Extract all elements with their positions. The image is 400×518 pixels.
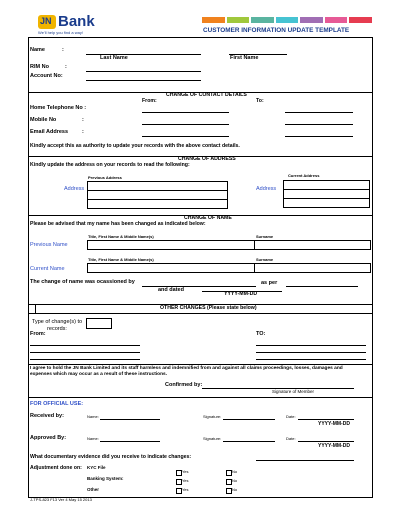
received-name-line[interactable] bbox=[100, 419, 160, 420]
first-name-caption: First Name bbox=[230, 55, 259, 61]
footer-code: J-TPS-823 F13 Ver 4 May 15 2013 bbox=[30, 497, 92, 502]
address-title: CHANGE OF ADDRESS bbox=[178, 156, 236, 162]
other-to-label: TO: bbox=[256, 331, 266, 337]
home-tel-label: Home Telephone No : bbox=[30, 105, 87, 111]
approved-signature-label: Signature: bbox=[203, 436, 222, 441]
approved-date-format: YYYY-MM-DD bbox=[318, 443, 350, 449]
contact-title: CHANGE OF CONTACT DETAILS bbox=[166, 92, 247, 98]
received-signature-line[interactable] bbox=[223, 419, 275, 420]
kyc-yes-label: Yes bbox=[182, 469, 189, 474]
previous-name-box[interactable] bbox=[87, 240, 371, 250]
stripe-segment bbox=[325, 17, 348, 23]
title-names-caption: Title, First Name & Middle Name(s) bbox=[88, 257, 154, 262]
bank-tagline: We'll help you find a way! bbox=[38, 30, 83, 35]
evidence-label: What documentary evidence did you receive to indicate changes: bbox=[30, 454, 192, 460]
email-from-line[interactable] bbox=[142, 136, 229, 137]
name-change-title: CHANGE OF NAME bbox=[184, 215, 232, 221]
other-title: OTHER CHANGES (Please state below) bbox=[160, 305, 257, 311]
other-from-label: From: bbox=[30, 331, 46, 337]
other-left-mark bbox=[35, 305, 36, 313]
stripe-segment bbox=[300, 17, 323, 23]
contact-from: From: bbox=[142, 98, 157, 104]
address-right-label: Address bbox=[256, 186, 277, 192]
received-date-format: YYYY-MM-DD bbox=[318, 421, 350, 427]
other-yes-label: Yes bbox=[182, 487, 189, 492]
current-address-line bbox=[284, 198, 369, 199]
type-of-change-text: Type of change(s) to records: bbox=[31, 319, 83, 332]
previous-address-caption: Previous Address bbox=[88, 175, 122, 180]
bank-name: Bank bbox=[58, 13, 95, 30]
official-rule bbox=[28, 397, 372, 398]
rim-line[interactable] bbox=[86, 71, 201, 72]
received-signature-label: Signature: bbox=[203, 414, 222, 419]
received-date-label: Date: bbox=[286, 414, 296, 419]
other-to-line[interactable] bbox=[256, 352, 366, 353]
name-change-advice: Please be advised that my name has been changed as indicated below: bbox=[30, 221, 206, 227]
occasioned-label: The change of name was ocassioned by bbox=[30, 279, 135, 285]
previous-name-label: Previous Name bbox=[30, 242, 68, 248]
banking-label: Banking System: bbox=[87, 476, 124, 481]
surname-caption: Surname bbox=[256, 234, 274, 239]
name-colon: : bbox=[62, 47, 64, 53]
approved-name-label: Name: bbox=[87, 436, 99, 441]
mobile-to-line[interactable] bbox=[285, 124, 353, 125]
name-divider bbox=[254, 264, 255, 272]
approved-date-label: Date: bbox=[286, 436, 296, 441]
other-from-line[interactable] bbox=[30, 352, 140, 353]
template-title: CUSTOMER INFORMATION UPDATE TEMPLATE bbox=[203, 27, 350, 34]
contact-to: To: bbox=[256, 98, 264, 104]
stripe-segment bbox=[202, 17, 225, 23]
address-left-label: Address bbox=[64, 186, 85, 192]
agreement-text-1: I agree to hold the JN Bank Limited and its staff harmless and indemnified from and against all claims proceedings, losses, damages and bbox=[30, 366, 343, 371]
received-label: Received by: bbox=[30, 413, 64, 419]
evidence-line[interactable] bbox=[256, 460, 354, 461]
adjustment-label: Adjustment done on: bbox=[30, 465, 82, 471]
agreement-text-2: expenses which may occur as a result of these instructions. bbox=[30, 372, 168, 377]
stripe-segment bbox=[227, 17, 250, 23]
last-name-caption: Last Name bbox=[100, 55, 128, 61]
name-divider bbox=[254, 241, 255, 249]
previous-address-line bbox=[88, 190, 227, 191]
stripe-segment bbox=[349, 17, 372, 23]
account-line[interactable] bbox=[86, 80, 201, 81]
signature-member-caption: Signature of Member bbox=[272, 389, 315, 394]
other-from-line[interactable] bbox=[30, 345, 140, 346]
account-label: Account No: bbox=[30, 73, 63, 79]
email-colon: : bbox=[82, 129, 84, 135]
as-per-line[interactable] bbox=[286, 286, 358, 287]
mobile-label: Mobile No bbox=[30, 117, 57, 123]
agreement-rule bbox=[28, 364, 372, 365]
home-tel-from-line[interactable] bbox=[142, 112, 229, 113]
received-date-line[interactable] bbox=[298, 419, 354, 420]
approved-date-line[interactable] bbox=[298, 441, 354, 442]
current-name-box[interactable] bbox=[87, 263, 371, 273]
other-label: Other bbox=[87, 487, 100, 492]
current-address-line bbox=[284, 189, 369, 190]
dated-format: YYYY-MM-DD bbox=[224, 291, 258, 297]
type-of-change-box[interactable] bbox=[86, 318, 112, 329]
contact-authority: Kindly accept this as authority to update your records with the above contact details. bbox=[30, 143, 240, 149]
mobile-from-line[interactable] bbox=[142, 124, 229, 125]
home-tel-to-line[interactable] bbox=[285, 112, 353, 113]
current-address-caption: Current Address bbox=[288, 173, 320, 178]
previous-address-box[interactable] bbox=[87, 181, 228, 209]
mobile-colon: : bbox=[82, 117, 84, 123]
stripe-segment bbox=[276, 17, 299, 23]
color-stripe bbox=[202, 17, 372, 23]
title-names-caption: Title, First Name & Middle Name(s) bbox=[88, 234, 154, 239]
other-to-line[interactable] bbox=[256, 345, 366, 346]
banking-yes-label: Yes bbox=[182, 478, 189, 483]
approved-signature-line[interactable] bbox=[223, 441, 275, 442]
official-title: FOR OFFICIAL USE: bbox=[30, 401, 84, 407]
name-label: Name bbox=[30, 47, 45, 53]
other-no-label: No bbox=[232, 487, 238, 492]
current-address-box[interactable] bbox=[283, 180, 370, 208]
title-rule bbox=[28, 37, 372, 38]
approved-name-line[interactable] bbox=[100, 441, 160, 442]
frame-left bbox=[28, 37, 29, 498]
email-label: Email Address bbox=[30, 129, 69, 135]
current-name-label: Current Name bbox=[30, 266, 65, 272]
address-instruction: Kindly update the address on your records to read the following: bbox=[30, 162, 190, 168]
kyc-label: KYC File bbox=[87, 465, 106, 470]
dated-label: and dated bbox=[158, 287, 184, 293]
email-to-line[interactable] bbox=[285, 136, 353, 137]
logo-mark-text: JN bbox=[40, 16, 52, 26]
approved-label: Approved By: bbox=[30, 435, 67, 441]
previous-address-line bbox=[88, 199, 227, 200]
rim-label: RIM No bbox=[30, 64, 49, 70]
surname-caption: Surname bbox=[256, 257, 274, 262]
other-rule-bottom bbox=[28, 313, 372, 314]
confirmed-label: Confirmed by: bbox=[165, 382, 203, 388]
stripe-segment bbox=[251, 17, 274, 23]
frame-right bbox=[372, 37, 373, 498]
as-per-label: as per bbox=[261, 280, 278, 286]
rim-colon: : bbox=[65, 64, 67, 70]
received-name-label: Name: bbox=[87, 414, 99, 419]
kyc-no-label: No bbox=[232, 469, 238, 474]
bank-logo bbox=[38, 15, 98, 37]
other-from-line[interactable] bbox=[30, 359, 140, 360]
banking-no-label: No bbox=[232, 478, 238, 483]
other-to-line[interactable] bbox=[256, 359, 366, 360]
